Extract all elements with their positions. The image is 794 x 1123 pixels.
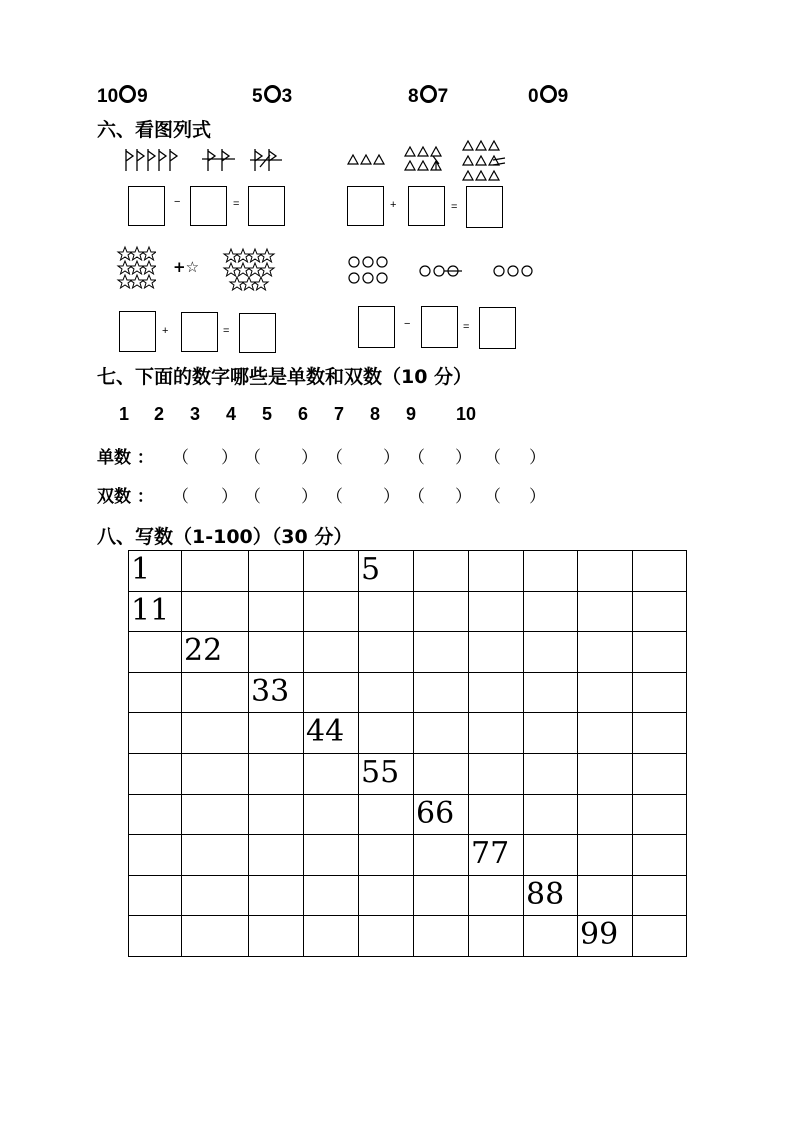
compare-item-2	[252, 85, 292, 108]
grid-cell[interactable]	[182, 753, 249, 794]
minus-sign: −	[404, 318, 411, 330]
grid-row	[129, 551, 687, 592]
grid-row	[129, 632, 687, 673]
grid-cell[interactable]	[359, 713, 414, 754]
grid-cell[interactable]	[249, 753, 304, 794]
grid-cell[interactable]	[524, 713, 578, 754]
grid-cell[interactable]	[414, 875, 469, 916]
grid-cell[interactable]	[469, 632, 524, 673]
grid-cell[interactable]	[524, 632, 578, 673]
odd-answer-paren[interactable]: （ ）	[172, 448, 238, 468]
grid-cell[interactable]	[129, 713, 182, 754]
number-6: 6	[298, 404, 309, 424]
grid-cell[interactable]	[414, 551, 469, 592]
grid-cell[interactable]	[578, 551, 633, 592]
blank-circle-icon[interactable]	[119, 85, 136, 103]
grid-row	[129, 753, 687, 794]
even-answer-paren[interactable]: （ ）	[408, 487, 472, 507]
grid-cell[interactable]: 77	[469, 835, 524, 876]
grid-cell[interactable]	[633, 794, 687, 835]
grid-cell[interactable]: 55	[359, 753, 414, 794]
grid-cell[interactable]	[304, 672, 359, 713]
number-3: 3	[190, 404, 201, 424]
grid-cell[interactable]	[469, 591, 524, 632]
compare-item-4	[528, 85, 568, 108]
grid-cell[interactable]	[469, 753, 524, 794]
grid-cell[interactable]	[633, 672, 687, 713]
grid-cell[interactable]	[182, 672, 249, 713]
equals-sign: =	[463, 321, 470, 333]
odd-answer-paren[interactable]: （ ）	[484, 448, 546, 468]
grid-cell[interactable]	[304, 632, 359, 673]
grid-cell[interactable]	[578, 713, 633, 754]
grid-cell[interactable]	[578, 875, 633, 916]
odd-answer-paren[interactable]: （ ）	[326, 448, 400, 468]
answer-box[interactable]	[181, 312, 218, 352]
blank-circle-icon[interactable]	[420, 85, 437, 103]
grid-cell[interactable]	[249, 916, 304, 957]
grid-cell[interactable]	[249, 591, 304, 632]
number-7: 7	[334, 404, 345, 424]
odd-answer-paren[interactable]: （ ）	[244, 448, 318, 468]
compare-right: 9	[557, 86, 569, 107]
grid-cell[interactable]	[578, 672, 633, 713]
grid-cell[interactable]	[359, 672, 414, 713]
grid-cell[interactable]	[414, 591, 469, 632]
grid-cell[interactable]	[129, 875, 182, 916]
number-10: 10	[456, 404, 477, 424]
equals-sign: =	[451, 201, 458, 213]
grid-cell[interactable]: 99	[578, 916, 633, 957]
grid-cell[interactable]: 88	[524, 875, 578, 916]
grid-cell[interactable]	[469, 875, 524, 916]
even-answer-paren[interactable]: （ ）	[484, 487, 546, 507]
compare-left: 0	[528, 86, 539, 107]
plus-star-label: +☆	[173, 258, 200, 276]
answer-box[interactable]	[358, 306, 395, 348]
grid-cell[interactable]	[633, 753, 687, 794]
answer-box[interactable]	[119, 311, 156, 352]
number-8: 8	[370, 404, 381, 424]
grid-cell[interactable]	[249, 632, 304, 673]
answer-box[interactable]	[479, 307, 516, 349]
circles-picture-icon	[344, 254, 544, 288]
grid-cell[interactable]	[524, 591, 578, 632]
grid-cell[interactable]	[304, 835, 359, 876]
number-4: 4	[226, 404, 237, 424]
plus-sign: +	[162, 325, 169, 337]
grid-cell[interactable]	[414, 632, 469, 673]
grid-cell[interactable]	[359, 875, 414, 916]
grid-cell[interactable]	[414, 916, 469, 957]
grid-cell[interactable]	[249, 875, 304, 916]
minus-sign: −	[174, 196, 181, 208]
grid-cell[interactable]	[633, 632, 687, 673]
compare-item-1	[97, 85, 148, 108]
number-1: 1	[119, 404, 130, 424]
section6-title: 六、看图列式	[97, 119, 212, 141]
section8-title: 八、写数（1-100）（30 分）	[97, 526, 353, 548]
grid-cell[interactable]	[249, 551, 304, 592]
grid-cell[interactable]	[129, 632, 182, 673]
grid-cell[interactable]	[469, 713, 524, 754]
grid-cell[interactable]	[578, 835, 633, 876]
grid-cell[interactable]	[182, 591, 249, 632]
grid-cell[interactable]: 1	[129, 551, 182, 592]
grid-cell[interactable]	[578, 753, 633, 794]
compare-right: 3	[281, 86, 293, 107]
answer-box[interactable]	[190, 186, 227, 226]
grid-cell[interactable]	[359, 835, 414, 876]
compare-right: 9	[137, 86, 148, 107]
flags-picture-icon	[122, 145, 292, 175]
number-5: 5	[262, 404, 273, 424]
grid-row	[129, 591, 687, 632]
plus-sign: +	[390, 199, 397, 211]
grid-row	[129, 875, 687, 916]
grid-cell[interactable]	[414, 753, 469, 794]
grid-cell[interactable]	[578, 591, 633, 632]
answer-box[interactable]	[128, 186, 165, 226]
equals-sign: =	[233, 198, 240, 210]
grid-cell[interactable]	[182, 875, 249, 916]
grid-cell[interactable]	[359, 916, 414, 957]
grid-row	[129, 916, 687, 957]
grid-cell[interactable]	[633, 551, 687, 592]
answer-box[interactable]	[239, 313, 276, 353]
grid-cell[interactable]	[633, 875, 687, 916]
grid-cell[interactable]	[129, 672, 182, 713]
grid-cell[interactable]	[469, 672, 524, 713]
answer-box[interactable]	[248, 186, 285, 226]
grid-cell[interactable]	[182, 794, 249, 835]
grid-cell[interactable]: 11	[129, 591, 182, 632]
compare-left: 8	[408, 86, 419, 107]
grid-cell[interactable]	[524, 672, 578, 713]
compare-item-3	[408, 85, 448, 108]
grid-cell[interactable]	[469, 794, 524, 835]
answer-box[interactable]	[421, 306, 458, 348]
grid-cell[interactable]	[633, 713, 687, 754]
odd-answer-paren[interactable]: （ ）	[408, 448, 472, 468]
blank-circle-icon[interactable]	[264, 85, 281, 103]
even-answer-paren[interactable]: （ ）	[172, 487, 238, 507]
compare-left: 5	[252, 86, 263, 107]
grid-cell[interactable]	[524, 916, 578, 957]
grid-cell[interactable]: 66	[414, 794, 469, 835]
grid-cell[interactable]	[633, 916, 687, 957]
grid-cell[interactable]	[578, 794, 633, 835]
grid-cell[interactable]	[414, 672, 469, 713]
number-9: 9	[406, 404, 417, 424]
odd-label: 单数 ：	[97, 448, 154, 468]
answer-box[interactable]	[347, 186, 384, 226]
answer-box[interactable]	[466, 186, 503, 228]
grid-cell[interactable]	[182, 551, 249, 592]
grid-cell[interactable]	[524, 753, 578, 794]
grid-cell[interactable]	[578, 632, 633, 673]
triangles-picture-icon	[345, 138, 515, 186]
grid-cell[interactable]	[524, 835, 578, 876]
grid-cell[interactable]	[524, 794, 578, 835]
section7-title: 七、下面的数字哪些是单数和双数（10 分）	[97, 366, 473, 388]
grid-row	[129, 672, 687, 713]
grid-cell[interactable]	[414, 835, 469, 876]
grid-cell[interactable]	[304, 551, 359, 592]
even-answer-paren[interactable]: （ ）	[244, 487, 318, 507]
grid-cell[interactable]	[469, 551, 524, 592]
compare-right: 7	[437, 86, 449, 107]
grid-cell[interactable]	[304, 591, 359, 632]
grid-cell[interactable]: 5	[359, 551, 414, 592]
grid-cell[interactable]	[304, 794, 359, 835]
grid-cell[interactable]	[182, 835, 249, 876]
grid-cell[interactable]	[359, 794, 414, 835]
grid-cell[interactable]	[359, 632, 414, 673]
grid-cell[interactable]	[129, 794, 182, 835]
grid-cell[interactable]	[182, 713, 249, 754]
grid-cell[interactable]	[129, 835, 182, 876]
grid-cell[interactable]: 33	[249, 672, 304, 713]
grid-cell[interactable]	[182, 916, 249, 957]
number-2: 2	[154, 404, 165, 424]
grid-cell[interactable]	[633, 835, 687, 876]
grid-cell[interactable]	[524, 551, 578, 592]
grid-cell[interactable]	[249, 713, 304, 754]
even-answer-paren[interactable]: （ ）	[326, 487, 400, 507]
grid-cell[interactable]	[249, 794, 304, 835]
number-grid	[128, 550, 687, 957]
answer-box[interactable]	[408, 186, 445, 226]
even-label: 双数 ：	[97, 487, 154, 507]
grid-cell[interactable]: 44	[304, 713, 359, 754]
grid-row	[129, 794, 687, 835]
grid-cell[interactable]	[304, 875, 359, 916]
grid-cell[interactable]	[469, 916, 524, 957]
grid-cell[interactable]	[129, 753, 182, 794]
grid-row	[129, 835, 687, 876]
grid-cell[interactable]	[304, 916, 359, 957]
grid-row	[129, 713, 687, 754]
stars-picture-icon	[116, 244, 156, 296]
grid-cell[interactable]	[414, 713, 469, 754]
grid-cell[interactable]	[304, 753, 359, 794]
grid-cell[interactable]	[129, 916, 182, 957]
stars-picture-icon	[222, 246, 278, 296]
grid-cell[interactable]	[249, 835, 304, 876]
grid-cell[interactable]	[633, 591, 687, 632]
grid-cell[interactable]: 22	[182, 632, 249, 673]
compare-left: 10	[97, 86, 119, 107]
blank-circle-icon[interactable]	[540, 85, 557, 103]
grid-cell[interactable]	[359, 591, 414, 632]
equals-sign: =	[223, 325, 230, 337]
